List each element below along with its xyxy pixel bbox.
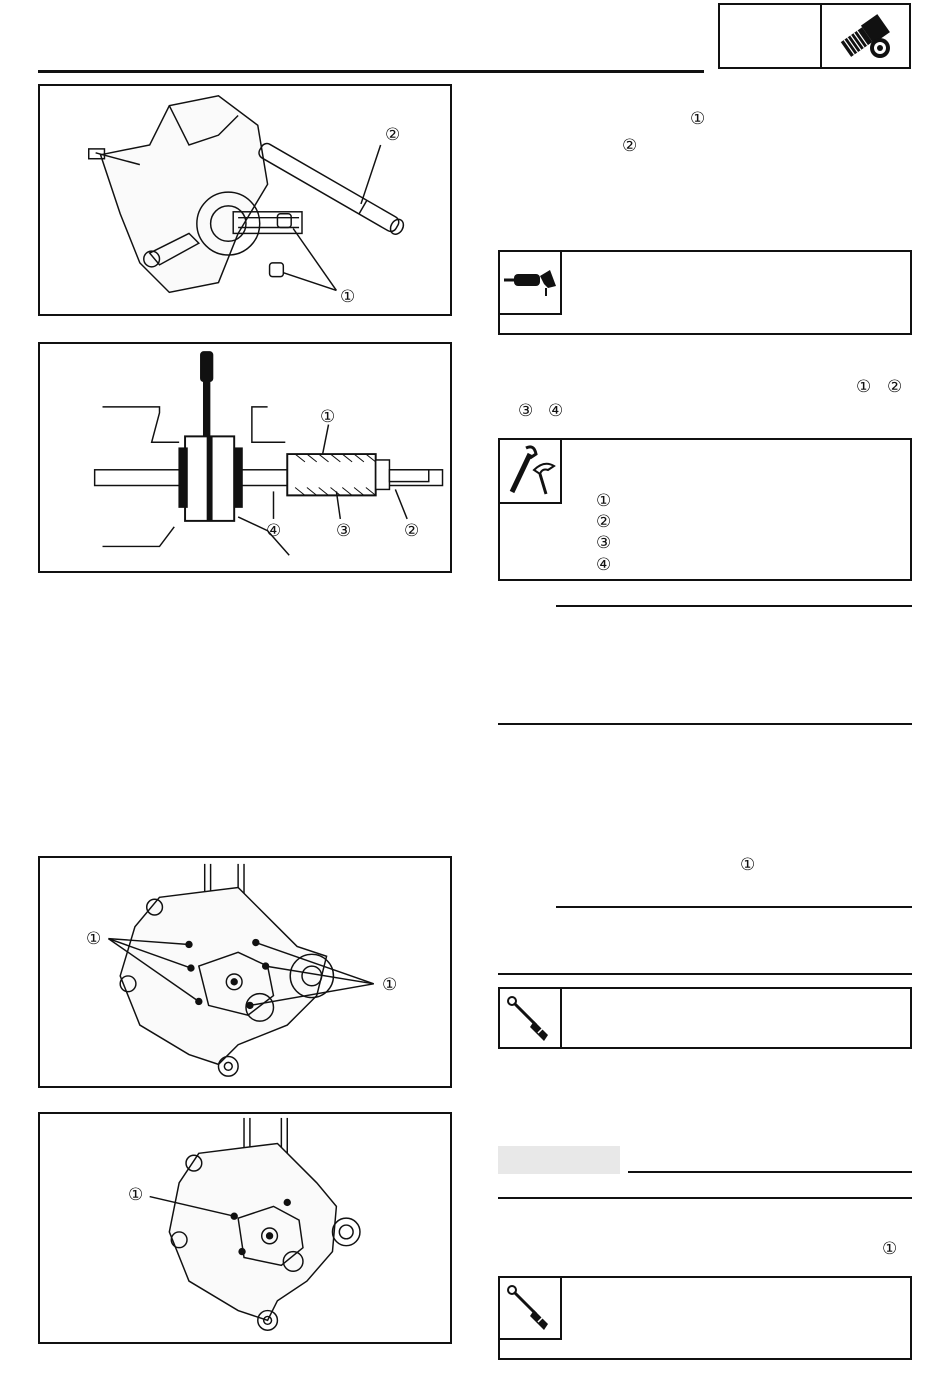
torque-icon-cell-1 xyxy=(500,989,562,1047)
tool-item-1: ① xyxy=(596,491,612,510)
callout-1: ① xyxy=(128,1185,144,1204)
ref-1: ① xyxy=(690,109,706,128)
note-rule-bottom-2 xyxy=(498,973,912,975)
tools-icon-cell xyxy=(500,440,562,504)
figure-crankshaft-installer-section xyxy=(38,342,452,573)
section-rule-bottom xyxy=(498,1197,912,1199)
torque-icon-cell-2 xyxy=(500,1278,562,1340)
special-tools-icon xyxy=(500,440,560,500)
callout-1: ① xyxy=(86,929,102,948)
section-tab-divider xyxy=(820,3,822,69)
ref-3: ③ xyxy=(518,401,534,420)
ref-4: ④ xyxy=(548,401,564,420)
note-rule-top-2 xyxy=(556,906,912,908)
torque-box-1 xyxy=(498,987,912,1049)
ref-1: ① xyxy=(856,377,872,396)
torque-box-2 xyxy=(498,1276,912,1360)
grey-heading-tab xyxy=(498,1146,620,1174)
torque-wrench-icon xyxy=(500,1278,560,1338)
note-rule-bottom xyxy=(498,723,912,725)
figure-crankcase-bolt-single xyxy=(38,1112,452,1344)
header-rule xyxy=(38,70,704,73)
section-rule-top xyxy=(628,1171,912,1173)
figure-crankcase-bolts xyxy=(38,856,452,1088)
grease-gun-icon xyxy=(500,252,560,312)
callout-2: ② xyxy=(404,521,420,540)
ref-1: ① xyxy=(882,1239,898,1258)
ref-2: ② xyxy=(622,136,638,155)
callout-3: ③ xyxy=(336,521,352,540)
grease-box xyxy=(498,250,912,335)
ref-2: ② xyxy=(887,377,903,396)
callout-1: ① xyxy=(340,287,356,306)
callout-2: ② xyxy=(385,125,401,144)
engine-part-icon xyxy=(828,8,906,64)
special-tools-box xyxy=(498,438,912,581)
tool-item-2: ② xyxy=(596,512,612,531)
callout-1: ① xyxy=(382,975,398,994)
torque-wrench-icon xyxy=(500,989,560,1047)
grease-icon-cell xyxy=(500,252,562,315)
tool-item-3: ③ xyxy=(596,533,612,552)
note-rule-top xyxy=(556,605,912,607)
figure-crankshaft-removal xyxy=(38,84,452,316)
ref-1: ① xyxy=(740,855,756,874)
callout-4: ④ xyxy=(266,521,282,540)
callout-1: ① xyxy=(320,407,336,426)
tool-item-4: ④ xyxy=(596,555,612,574)
